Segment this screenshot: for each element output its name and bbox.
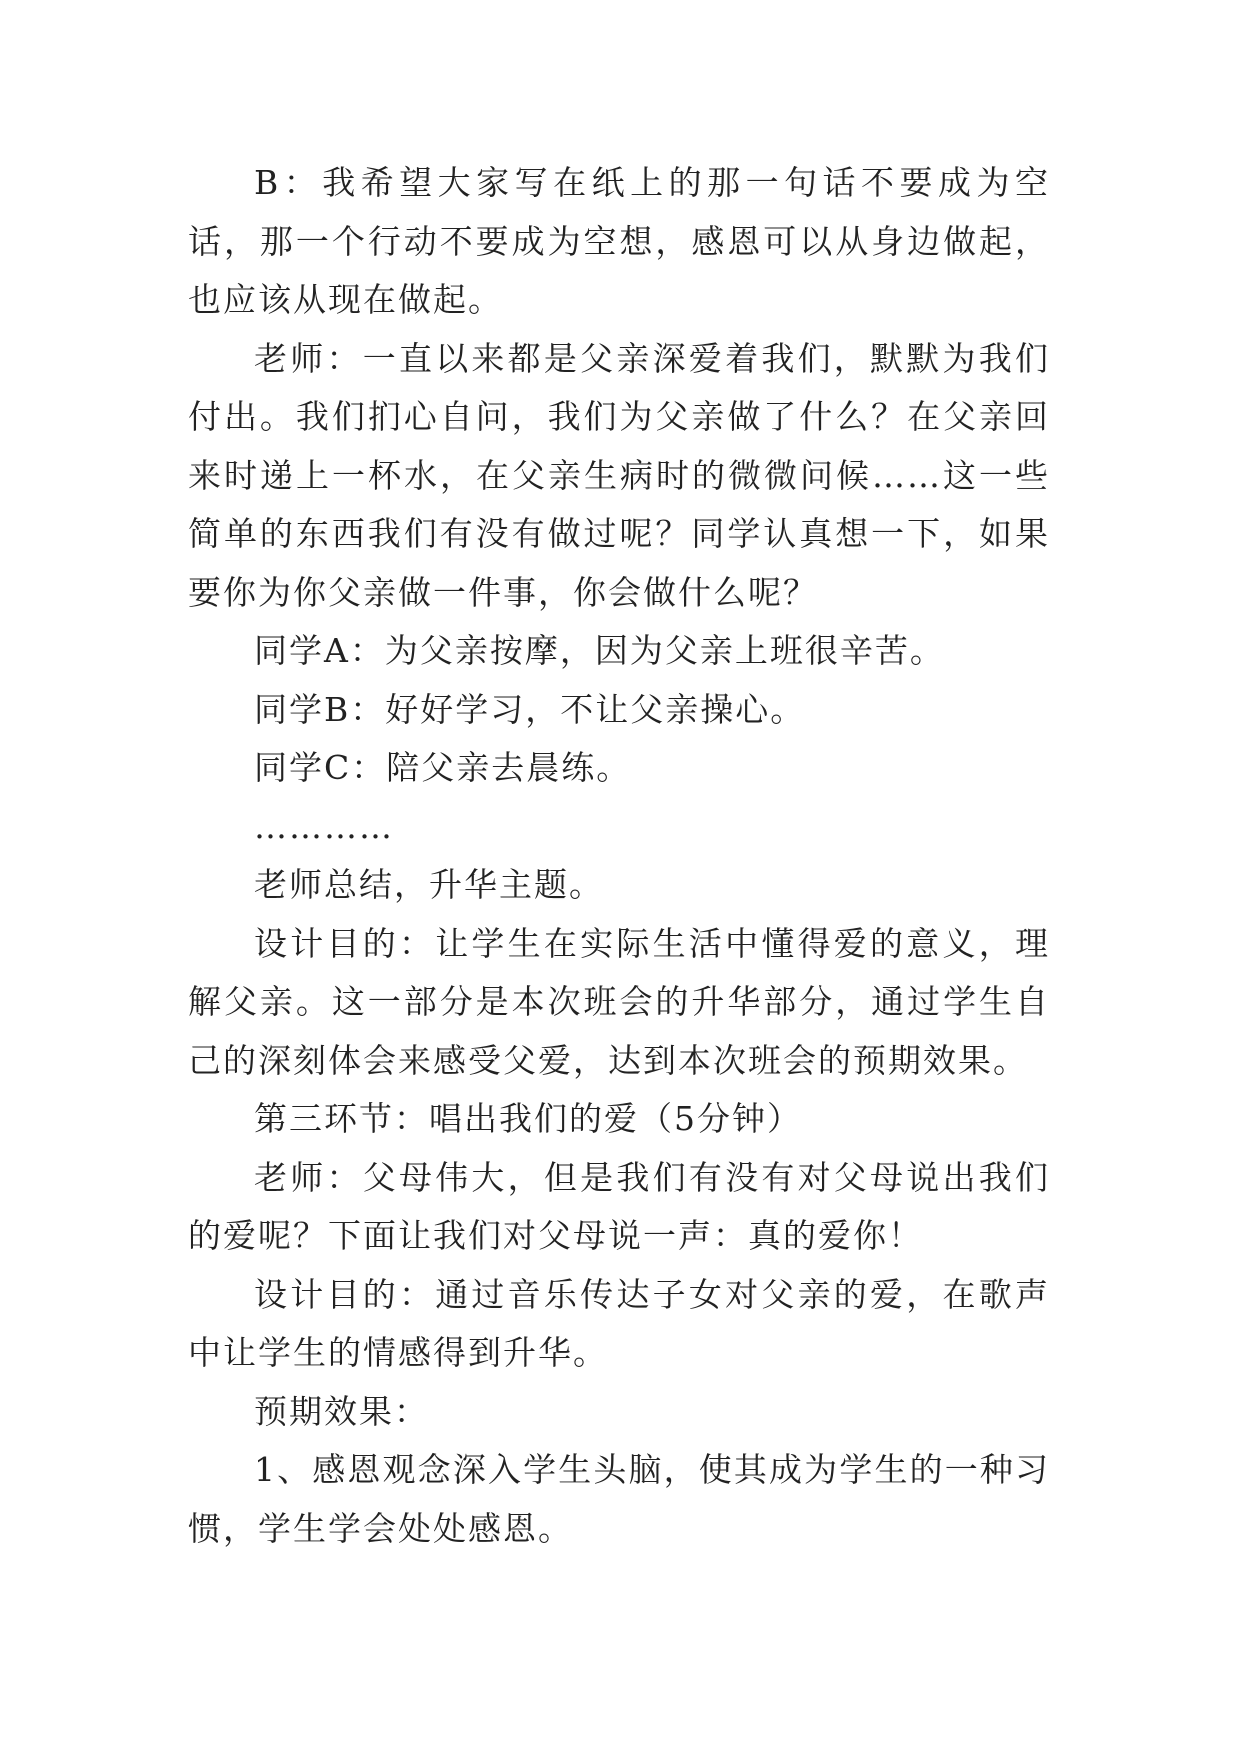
paragraph-design-purpose-1: 设计目的：让学生在实际生活中懂得爱的意义，理解父亲。这一部分是本次班会的升华部分，通过学生自己的深刻体会来感受父爱，达到本次班会的预期效果。 [188,923,1050,1080]
paragraph-teacher-parents: 老师：父母伟大，但是我们有没有对父母说出我们的爱呢？下面让我们对父母说一声：真的爱你！ [188,1157,1050,1255]
paragraph-design-purpose-2: 设计目的：通过音乐传达子女对父亲的爱，在歌声中让学生的情感得到升华。 [188,1274,1050,1372]
document-body [188,154,1050,1558]
paragraph-teacher-summary: 老师总结，升华主题。 [254,865,604,904]
paragraph-expected-effect-heading: 预期效果： [254,1391,429,1431]
paragraph-ellipsis: ………… [254,806,394,846]
paragraph-expected-effect-1: 1、感恩观念深入学生头脑，使其成为学生的一种习惯，学生学会处处感恩。 [188,1450,1050,1548]
paragraph-student-c: 同学C：陪父亲去晨练。 [254,748,632,787]
paragraph-section-three-title: 第三环节：唱出我们的爱（5分钟） [254,1099,802,1138]
paragraph-teacher-question: 老师：一直以来都是父亲深爱着我们，默默为我们付出。我们扪心自问，我们为父亲做了什么？在父亲回来时递上一杯水，在父亲生病时的微微问候……这一些简单的东西我们有没有做过呢？同学认真想一下，如果要你为你父亲做一件事，你会做什么呢？ [188,338,1050,612]
paragraph-student-a: 同学A：为父亲按摩，因为父亲上班很辛苦。 [254,631,945,670]
paragraph-student-b: 同学B：好好学习，不让父亲操心。 [254,689,806,729]
paragraph-b-hope: B：我希望大家写在纸上的那一句话不要成为空话，那一个行动不要成为空想，感恩可以从身边做起，也应该从现在做起。 [188,163,1050,319]
